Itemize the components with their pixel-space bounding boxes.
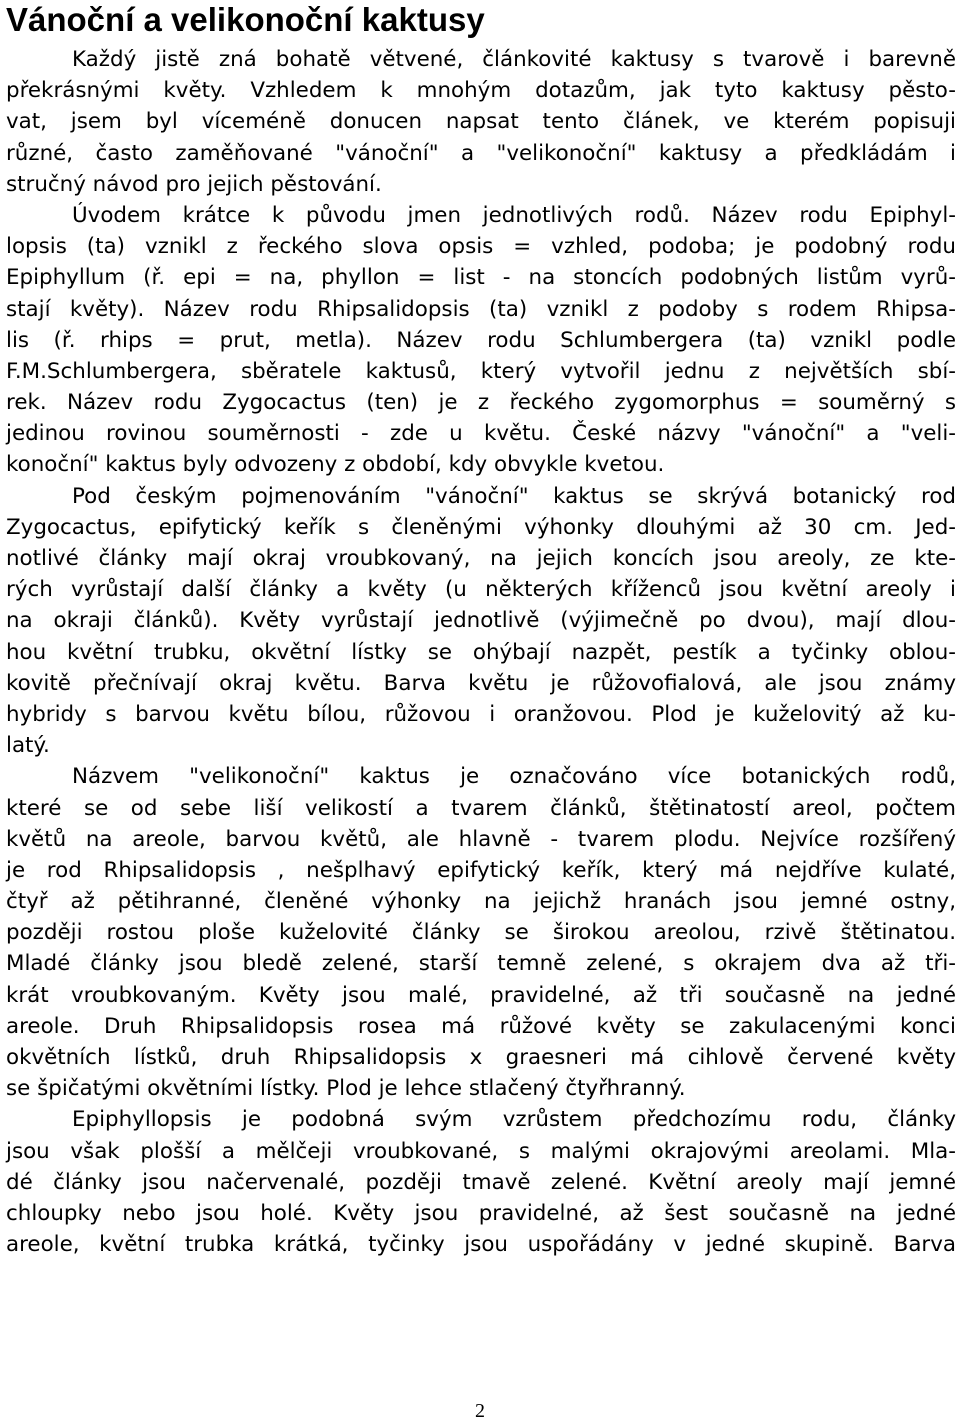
text-line: chloupky nebo jsou holé. Květy jsou pravidelné, až šest současně na jedné bbox=[6, 1200, 956, 1226]
text-line: jsou však plošší a mělčeji vroubkované, s malými okrajovými areolami. Mla- bbox=[6, 1138, 956, 1164]
text-line: krát vroubkovaným. Květy jsou malé, pravidelné, až tři současně na jedné bbox=[6, 982, 956, 1008]
document-title: Vánoční a velikonoční kaktusy bbox=[6, 1, 485, 38]
text-line: stají květy). Název rodu Rhipsalidopsis (ta) vznikl z podoby s rodem Rhipsa- bbox=[6, 296, 956, 322]
paragraph bbox=[6, 761, 956, 1104]
page-number: 2 bbox=[475, 1400, 485, 1422]
paragraph bbox=[6, 481, 956, 762]
text-line: později rostou ploše kuželovité články se širokou areolou, rzivě štětinatou. bbox=[6, 920, 956, 946]
text-line: různé, často zaměňované "vánoční" a "velikonoční" kaktusy a předkládám i bbox=[6, 140, 956, 166]
text-line: Zygocactus, epifytický keřík s členěnými výhonky dlouhými až 30 cm. Jed- bbox=[6, 514, 956, 540]
text-line: latý. bbox=[6, 733, 50, 759]
paragraph bbox=[6, 200, 956, 481]
text-line: Pod českým pojmenováním "vánoční" kaktus se skrývá botanický rod bbox=[72, 483, 956, 509]
text-line: rek. Název rodu Zygocactus (ten) je z řeckého zygomorphus = souměrný s bbox=[6, 390, 956, 416]
text-line: se špičatými okvětními lístky. Plod je lehce stlačený čtyřhranný. bbox=[6, 1076, 686, 1102]
text-line: kovitě přečnívají okraj květu. Barva květu je růžovofialová, ale jsou známy bbox=[6, 670, 956, 696]
text-line: hou květní trubku, okvětní lístky se ohýbají nazpět, pestík a tyčinky oblou- bbox=[6, 639, 956, 665]
text-line: Každý jistě zná bohatě větvené, článkovité kaktusy s tvarově i barevně bbox=[72, 47, 956, 72]
text-line: dé články jsou načervenalé, později tmavě zelené. Květní areoly mají jemné bbox=[6, 1169, 956, 1195]
text-line: lopsis (ta) vznikl z řeckého slova opsis = vzhled, podoba; je podobný rodu bbox=[6, 234, 956, 260]
text-line: Epiphyllum (ř. epi = na, phyllon = list - na stoncích podobných listům vyrů- bbox=[6, 265, 956, 291]
text-line: na okraji článků). Květy vyrůstají jednotlivě (výjimečně po dvou), mají dlou- bbox=[6, 608, 956, 634]
text-line: překrásnými květy. Vzhledem k mnohým dotazům, jak tyto kaktusy pěsto- bbox=[6, 78, 956, 104]
text-line: areole. Druh Rhipsalidopsis rosea má růžové květy se zakulacenými konci bbox=[6, 1013, 956, 1039]
text-line: je rod Rhipsalidopsis , nešplhavý epifytický keřík, který má nejdříve kulaté, bbox=[6, 857, 956, 883]
text-line: areole, květní trubka krátká, tyčinky jsou uspořádány v jedné skupině. Barva bbox=[6, 1232, 956, 1258]
paragraph bbox=[6, 1104, 956, 1260]
text-line: stručný návod pro jejich pěstování. bbox=[6, 171, 382, 197]
text-line: které se od sebe liší velikostí a tvarem článků, štětinatostí areol, počtem bbox=[6, 795, 956, 821]
text-line: F.M.Schlumbergera, sběratele kaktusů, který vytvořil jednu z největších sbí- bbox=[6, 358, 956, 384]
text-line: vat, jsem byl víceméně donucen napsat tento článek, ve kterém popisuji bbox=[6, 109, 956, 135]
document-body bbox=[6, 44, 956, 1260]
text-line: rých vyrůstají další články a květy (u některých kříženců jsou květní areoly i bbox=[6, 577, 956, 603]
text-line: lis (ř. rhips = prut, metla). Název rodu Schlumbergera (ta) vznikl podle bbox=[6, 327, 956, 353]
text-line: konoční" kaktus byly odvozeny z období, kdy obvykle kvetou. bbox=[6, 452, 665, 478]
text-line: Mladé články jsou bledě zelené, starší temně zelené, s okrajem dva až tři- bbox=[6, 951, 956, 977]
text-line: Úvodem krátce k původu jmen jednotlivých rodů. Název rodu Epiphyl- bbox=[72, 202, 956, 228]
text-line: čtyř až pětihranné, členěné výhonky na jejichž hranách jsou jemné ostny, bbox=[6, 889, 956, 915]
text-line: Epiphyllopsis je podobná svým vzrůstem předchozímu rodu, články bbox=[72, 1107, 956, 1133]
paragraph bbox=[6, 44, 956, 200]
text-line: hybridy s barvou květu bílou, růžovou i oranžovou. Plod je kuželovitý až ku- bbox=[6, 701, 956, 727]
text-line: jedinou rovinou souměrnosti - zde u květu. České názvy "vánoční" a "veli- bbox=[6, 421, 956, 447]
text-line: Názvem "velikonoční" kaktus je označováno více botanických rodů, bbox=[72, 764, 956, 790]
text-line: notlivé články mají okraj vroubkovaný, na jejich koncích jsou areoly, ze kte- bbox=[6, 546, 956, 571]
text-line: okvětních lístků, druh Rhipsalidopsis x graesneri má cihlově červené květy bbox=[6, 1045, 956, 1070]
text-line: květů na areole, barvou květů, ale hlavně - tvarem plodu. Nejvíce rozšířený bbox=[6, 826, 956, 852]
